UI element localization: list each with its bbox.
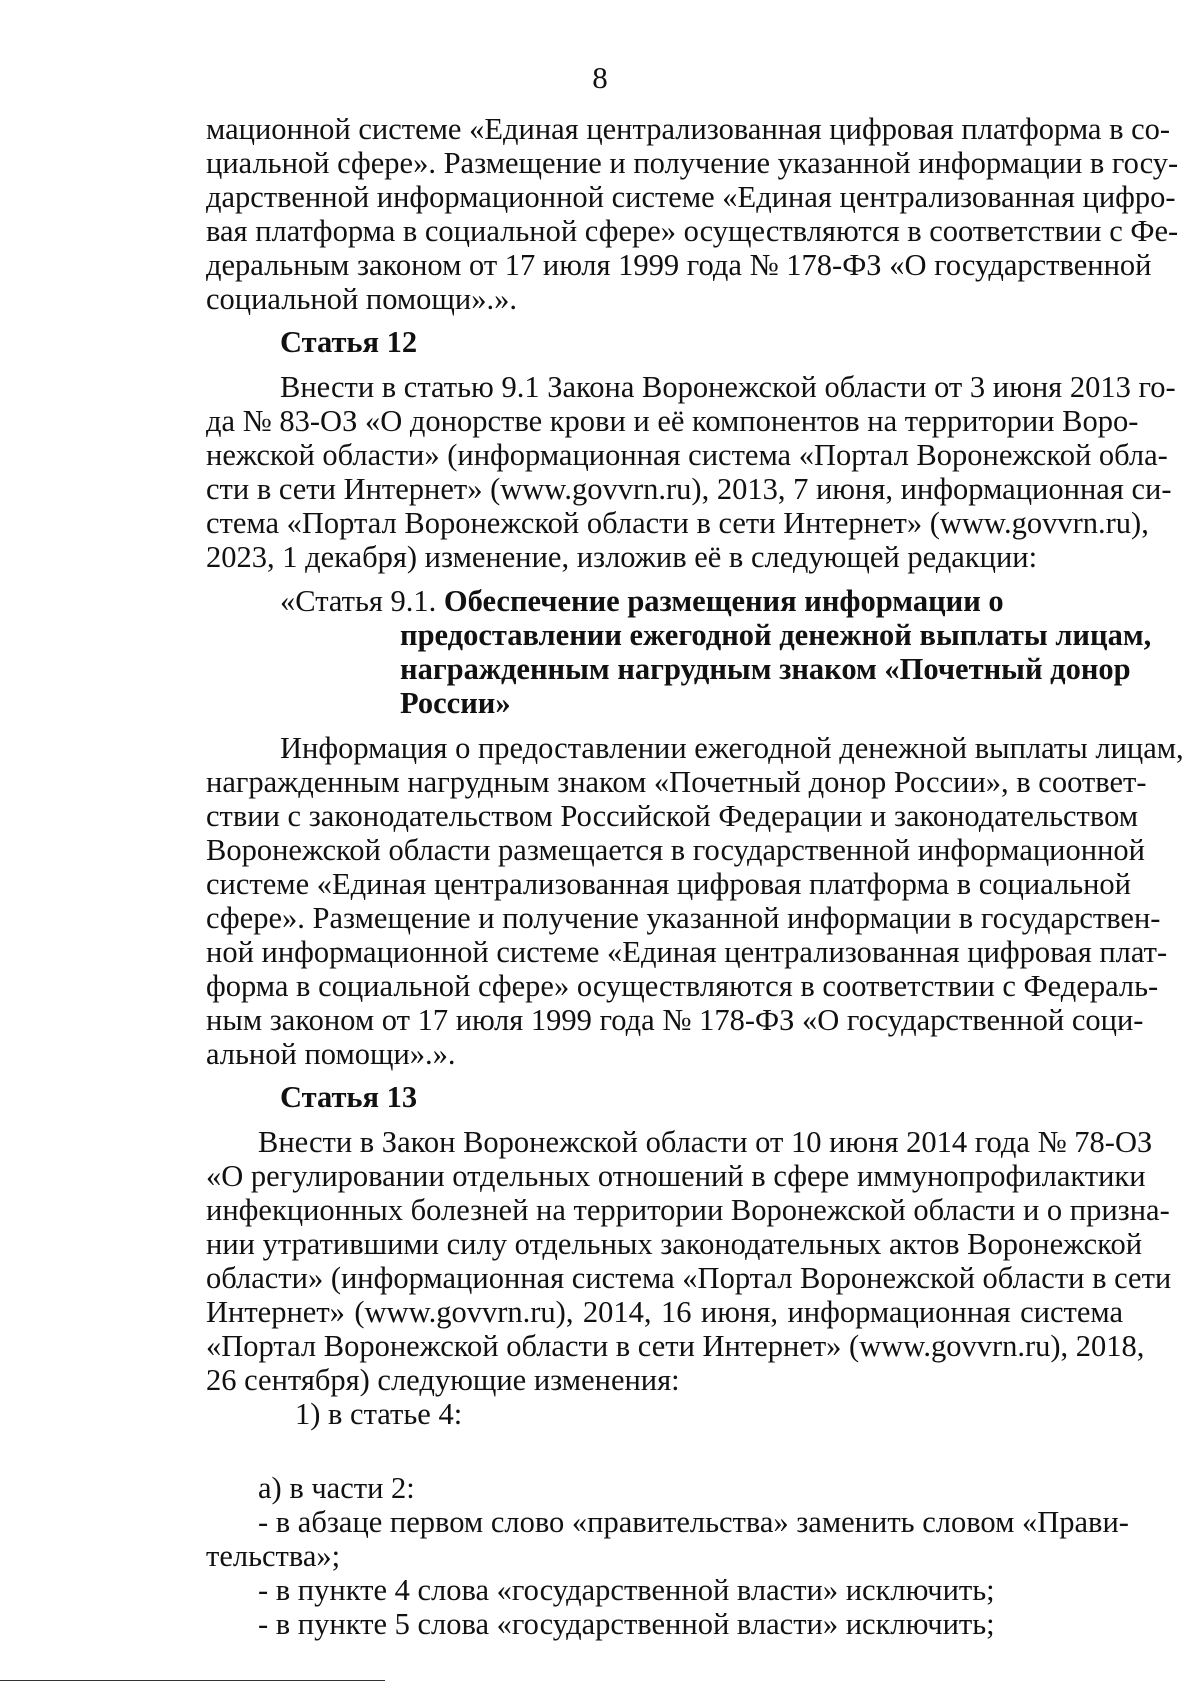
sub-article-title: Обеспечение размещения информации о: [443, 584, 1004, 618]
text-line: стема «Портал Воронежской области в сети Интернет» (www.govvrn.ru),: [206, 506, 1149, 540]
text-line: ным законом от 17 июля 1999 года № 178-ФЗ «О государственной соци-: [206, 1003, 1144, 1037]
text-line: да № 83-ОЗ «О донорстве крови и её компонентов на территории Воро-: [206, 404, 1139, 438]
text-line: сти в сети Интернет» (www.govvrn.ru), 2013, 7 июня, информационная си-: [206, 472, 1172, 506]
text-line: социальной помощи».».: [206, 282, 517, 316]
text-line: Внести в статью 9.1 Закона Воронежской области от 3 июня 2013 го-: [280, 370, 1176, 404]
text-line: альной помощи».».: [206, 1037, 456, 1071]
text-line: награжденным нагрудным знаком «Почетный донор России», в соответ-: [206, 765, 1147, 799]
text-line: циальной сфере». Размещение и получение указанной информации в госу-: [206, 146, 1179, 180]
text-line: Внести в Закон Воронежской области от 10 июня 2014 года № 78-ОЗ: [258, 1125, 1153, 1159]
sub-article-line: [280, 584, 1004, 618]
dash-item: тельства»;: [206, 1539, 341, 1573]
text-line: «Портал Воронежской области в сети Интернет» (www.govvrn.ru), 2018,: [206, 1329, 1145, 1363]
sub-article-title: награжденным нагрудным знаком «Почетный донор: [400, 652, 1131, 686]
article-12-heading: Статья 12: [280, 325, 418, 359]
text-line: форма в социальной сфере» осуществляются в соответствии с Федераль-: [206, 969, 1159, 1003]
text-line: Воронежской области размещается в государственной информационной: [206, 833, 1145, 867]
list-item-a: а) в части 2:: [258, 1471, 415, 1505]
text-line: «О регулировании отдельных отношений в сфере иммунопрофилактики: [206, 1159, 1146, 1193]
text-line: инфекционных болезней на территории Воронежской области и о призна-: [206, 1193, 1170, 1227]
dash-item: - в абзаце первом слово «правительства» заменить словом «Прави-: [258, 1505, 1129, 1539]
text-line: нежской области» (информационная система «Портал Воронежской обла-: [206, 438, 1168, 472]
sub-article-prefix: «Статья 9.1.: [280, 584, 444, 618]
text-line: сфере». Размещение и получение указанной информации в государствен-: [206, 901, 1161, 935]
text-line: системе «Единая централизованная цифровая платформа в социальной: [206, 867, 1131, 901]
text-line: 2023, 1 декабря) изменение, изложив её в следующей редакции:: [206, 540, 1038, 574]
footer-rule: [0, 1680, 385, 1681]
sub-article-title: России»: [400, 686, 511, 720]
text-line: вая платформа в социальной сфере» осуществляются в соответствии с Фе-: [206, 214, 1179, 248]
text-line: дарственной информационной системе «Единая централизованная цифро-: [206, 180, 1176, 214]
text-line: Интернет» (www.govvrn.ru), 2014, 16 июня, информационная система: [206, 1295, 1123, 1329]
sub-article-title: предоставлении ежегодной денежной выплаты лицам,: [400, 618, 1152, 652]
list-item-1: 1) в статье 4:: [295, 1397, 463, 1431]
text-line: мационной системе «Единая централизованная цифровая платформа в со-: [206, 112, 1171, 146]
text-line: области» (информационная система «Портал Воронежской области в сети: [206, 1261, 1172, 1295]
text-line: нии утратившими силу отдельных законодательных актов Воронежской: [206, 1227, 1143, 1261]
dash-item: - в пункте 4 слова «государственной власти» исключить;: [258, 1573, 995, 1607]
dash-item: - в пункте 5 слова «государственной власти» исключить;: [258, 1607, 995, 1641]
text-line: 26 сентября) следующие изменения:: [206, 1363, 680, 1397]
text-line: деральным законом от 17 июля 1999 года № 178-ФЗ «О государственной: [206, 248, 1152, 282]
text-line: ной информационной системе «Единая централизованная цифровая плат-: [206, 935, 1168, 969]
article-13-heading: Статья 13: [280, 1080, 418, 1114]
text-line: ствии с законодательством Российской Федерации и законодательством: [206, 799, 1139, 833]
text-line: Информация о предоставлении ежегодной денежной выплаты лицам,: [280, 731, 1184, 765]
page-number: 8: [592, 60, 608, 95]
